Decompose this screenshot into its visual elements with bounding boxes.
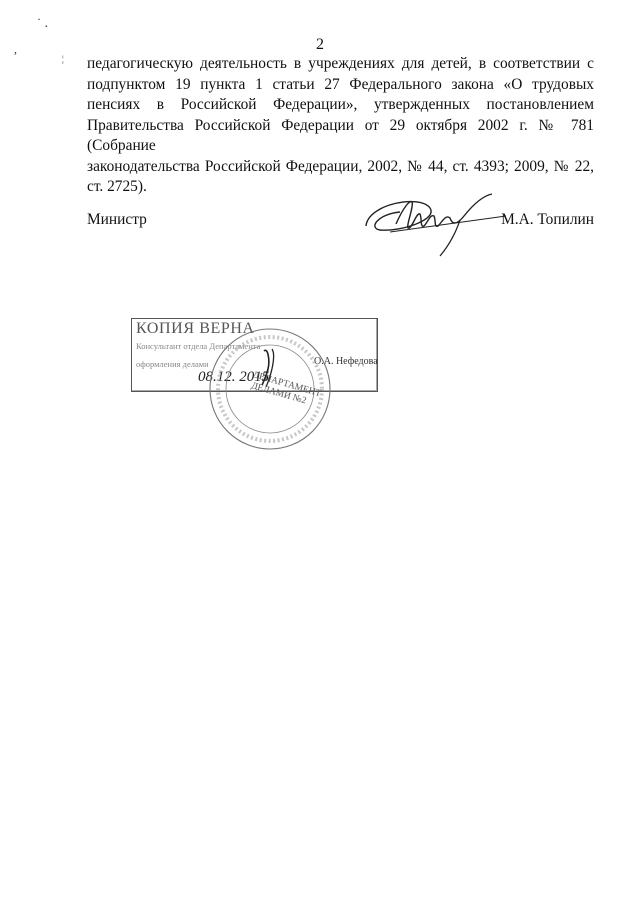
scan-mark: ·	[37, 12, 41, 26]
scan-mark: ¦	[62, 54, 64, 64]
body-line: ст. 2725).	[87, 178, 147, 195]
stamp-position: Консультант отдела Департамента	[136, 341, 261, 351]
body-line: пенсиях в Российской Федерации», утвержденных постановлением	[87, 96, 594, 113]
scan-mark: ,	[14, 42, 17, 56]
signer-name: М.А. Топилин	[501, 211, 594, 228]
body-line: Правительства Российской Федерации от 29 октября 2002 г. № 781 (Собрание	[87, 116, 594, 154]
seal-center-text: ДЕПАРТАМЕНТ ДЕЛАМИ №2	[249, 370, 322, 407]
scan-mark: ·	[44, 20, 49, 35]
body-line: подпунктом 19 пункта 1 статьи 27 Федерального закона «О трудовых	[87, 75, 594, 93]
stamp-date: 08.12. 2015	[198, 369, 270, 385]
body-paragraph	[87, 54, 594, 198]
stamp-title: КОПИЯ ВЕРНА	[136, 320, 255, 337]
handwritten-signature	[360, 186, 510, 258]
body-line: педагогическую деятельность в учреждениях для детей, в соответствии с	[87, 55, 594, 72]
signer-role: Министр	[87, 211, 147, 228]
body-line: законодательства Российской Федерации, 2002, № 44, ст. 4393; 2009, № 22,	[87, 157, 594, 175]
stamp-department: оформления делами	[136, 359, 209, 369]
stamp-official-name: О.А. Нефедова	[314, 356, 378, 367]
page-number: 2	[316, 36, 324, 53]
